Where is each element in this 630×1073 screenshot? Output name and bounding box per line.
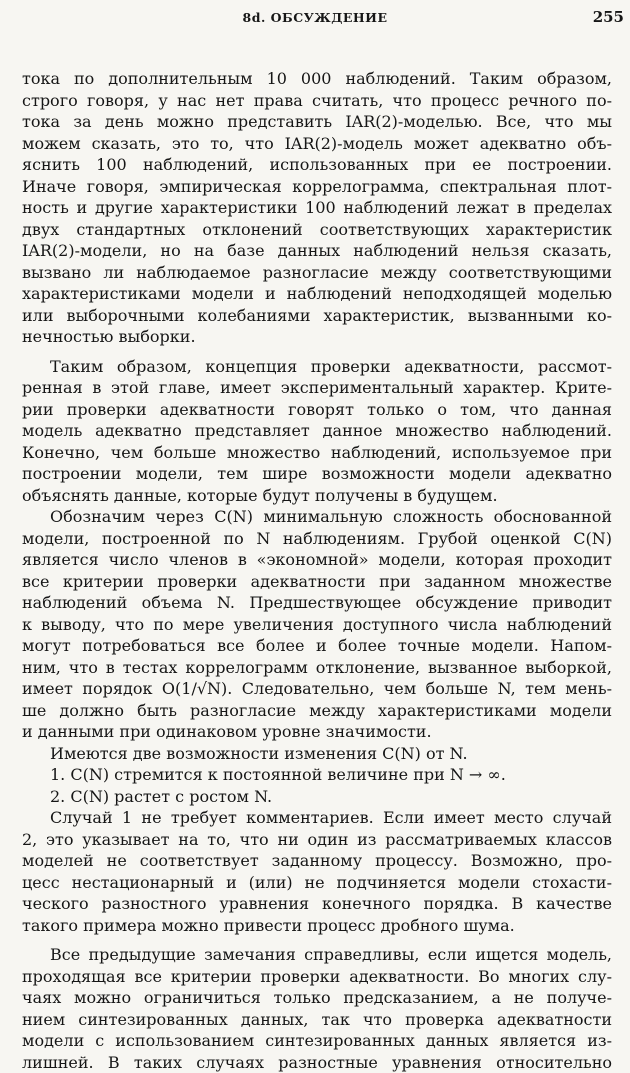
text-line: моделей не соответствует заданному процессу. Возможно, про- [22, 850, 612, 872]
text-line: является число членов в «экономной» модели, которая проходит [22, 549, 612, 571]
text-line: построении модели, тем шире возможности модели адекватно [22, 463, 612, 485]
paragraph [22, 356, 612, 507]
text-line: строго говоря, у нас нет права считать, что процесс речного по- [22, 90, 612, 112]
text-line: к выводу, что по мере увеличения доступного числа наблюдений [22, 614, 612, 636]
text-line: Имеются две возможности изменения C(N) от N. [22, 743, 612, 765]
text-line: 2, это указывает на то, что ни один из рассматриваемых классов [22, 829, 612, 851]
text-line: такого примера можно привести процесс дробного шума. [22, 915, 612, 937]
text-line: наблюдений объема N. Предшествующее обсуждение приводит [22, 592, 612, 614]
text-line: Таким образом, концепция проверки адекватности, рассмот- [22, 356, 612, 378]
text-line: и данными при одинаковом уровне значимости. [22, 721, 612, 743]
text-line: Иначе говоря, эмпирическая коррелограмма, спектральная плот- [22, 176, 612, 198]
text-line: Все предыдущие замечания справедливы, если ищется модель, [22, 944, 612, 966]
running-head [0, 8, 630, 30]
text-line: рии проверки адекватности говорят только о том, что данная [22, 399, 612, 421]
text-line: модели, построенной по N наблюдениям. Грубой оценкой C(N) [22, 528, 612, 550]
text-line: нием синтезированных данных, так что проверка адекватности [22, 1009, 612, 1031]
text-line: лишней. В таких случаях разностные уравнения относительно [22, 1052, 612, 1073]
text-line: вызвано ли наблюдаемое разногласие между соответствующими [22, 262, 612, 284]
text-line: характеристиками модели и наблюдений неподходящей моделью [22, 283, 612, 305]
text-line: объяснять данные, которые будут получены в будущем. [22, 485, 612, 507]
page-number: 255 [593, 8, 624, 26]
text-line: Обозначим через C(N) минимальную сложность обоснованной [22, 506, 612, 528]
text-line: модель адекватно представляет данное множество наблюдений. [22, 420, 612, 442]
text-line: можем сказать, это то, что IAR(2)-модель может адекватно объ- [22, 133, 612, 155]
text-line: Конечно, чем больше множество наблюдений, используемое при [22, 442, 612, 464]
text-line: модели с использованием синтезированных данных является из- [22, 1030, 612, 1052]
text-line: тока по дополнительным 10 000 наблюдений. Таким образом, [22, 68, 612, 90]
text-line: ческого разностного уравнения конечного порядка. В качестве [22, 893, 612, 915]
paragraph [22, 944, 612, 1073]
text-line: ность и другие характеристики 100 наблюдений лежат в пределах [22, 197, 612, 219]
text-line: все критерии проверки адекватности при заданном множестве [22, 571, 612, 593]
text-line: нечностью выборки. [22, 326, 612, 348]
list-item: 1. C(N) стремится к постоянной величине при N → ∞. [22, 764, 612, 786]
list-item: 2. C(N) растет с ростом N. [22, 786, 612, 808]
body-text [22, 68, 612, 1073]
text-line: проходящая все критерии проверки адекватности. Во многих слу- [22, 966, 612, 988]
text-line: IAR(2)-модели, но на базе данных наблюдений нельзя сказать, [22, 240, 612, 262]
paragraph [22, 68, 612, 348]
text-line: ше должно быть разногласие между характеристиками модели [22, 700, 612, 722]
section-title: 8d. ОБСУЖДЕНИЕ [0, 10, 630, 25]
text-line: имеет порядок O(1/√N). Следовательно, чем больше N, тем мень- [22, 678, 612, 700]
paragraph [22, 743, 612, 937]
text-line: могут потребоваться все более и более точные модели. Напом- [22, 635, 612, 657]
text-line: чаях можно ограничиться только предсказанием, а не получе- [22, 987, 612, 1009]
text-line: яснить 100 наблюдений, использованных при ее построении. [22, 154, 612, 176]
text-line: двух стандартных отклонений соответствующих характеристик [22, 219, 612, 241]
text-line: тока за день можно представить IAR(2)-моделью. Все, что мы [22, 111, 612, 133]
text-line: или выборочными колебаниями характеристик, вызванными ко- [22, 305, 612, 327]
text-line: ним, что в тестах коррелограмм отклонение, вызванное выборкой, [22, 657, 612, 679]
text-line: цесс нестационарный и (или) не подчиняется модели стохасти- [22, 872, 612, 894]
text-line: Случай 1 не требует комментариев. Если имеет место случай [22, 807, 612, 829]
paragraph [22, 506, 612, 743]
text-line: ренная в этой главе, имеет экспериментальный характер. Крите- [22, 377, 612, 399]
